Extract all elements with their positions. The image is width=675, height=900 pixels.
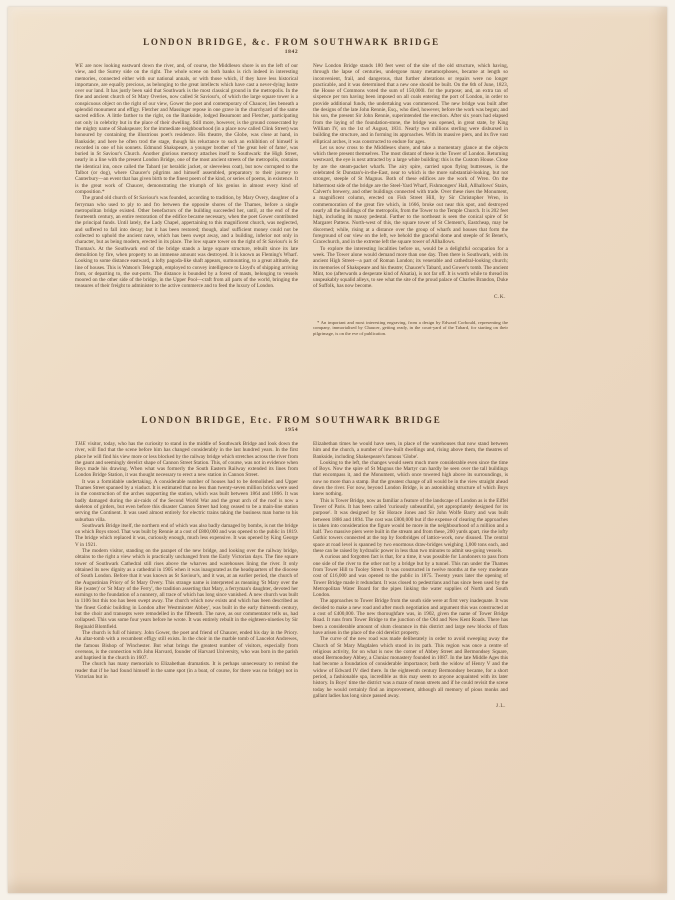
paragraph-group [313,441,508,699]
paragraph-group [75,195,298,289]
section-1842-left-column [75,63,298,290]
section-1842-right-column [313,63,508,336]
paragraph: The approaches to Tower Bridge from the south side were at first very inadequate. It was decided to make a new road and after much negotiation and argument this was constructed at a cost of £400,000. The new thoroughfare was, in 1902, given the name of Tower Bridge Road. It runs from Tower Bridge to the junction of the Old and New Kent Roads. There has been a considerable amount of slum clearance in this district and large new blocks of flats have arisen in the place of the old derelict property. [313,598,508,636]
paragraph: Let us now cross to the Middlesex shore, and take a momentary glance at the objects which there present themselves. The most distant of these is the Tower of London. Returning westward, the eye is next attracted by a large white building: this is the Custom House. Close by are the steam-packet wharfs. The airy spire, carried upon flying buttresses, is the celebrated St Dunstan's-in-the-East, near to which is the more substantial-looking, but not stronger, steeple of St Magnus. Both of these edifices are the work of Wren. On the hithermost side of the bridge are the Steel-Yard Wharf, Fishmongers' Hall, Allhallows' Stairs, Calvert's brewery, and other buildings connected with trade. Over these rises the Monument, a magnificent column, erected on Fish Street Hill, by Sir Christopher Wren, in commemoration of the great fire which, in 1666, broke out near this spot, and destroyed nearly all the buildings of the metropolis, from the Tower to the Temple Church. It is 202 feet high, including its massy pedestal. Farther to the northeast is seen the conical spire of St Margaret Pattens. North-west of this, the square tower of St Clement's, Eastcheap, may be discerned; while, rising at a distance over the group of wharfs and houses that form the foreground of our view on the left, we behold the graceful dome and steeple of St Benet's, Gracechurch, and in the extreme left the square tower of Allhallows. [313,144,508,246]
footnote: * An important and most interesting engraving, from a design by Edward Corbould, representing the company, immortalised by Chaucer, getting ready, in the court-yard of the Tabard, for starting on their pilgrimage, is on the eve of publication. [313,319,508,336]
paragraph: Elizabethan times he would have seen, in place of the warehouses that now stand between him and the church, a number of low-built dwellings and, rising above them, the theatres of Bankside, including Shakespeare's famous 'Globe'. [313,441,508,460]
author-initials: J.L. [495,703,506,710]
paragraph: The church is full of history. John Gower, the poet and friend of Chaucer, ended his day in the Priory. An altar-tomb with a recumbent effigy still exists. In the choir in the marble tomb of Lancelot Andrewes, the famous Bishop of Winchester. But what brings the greatest number of visitors, especially from overseas, is the connection with John Harvard, founder of Harvard University, who was born in the parish and baptised in the church in 1607. [75,629,298,662]
section-1842 [75,37,508,336]
paragraph: The curve of the new road was made deliberately in order to avoid sweeping away the Church of St Mary Magdalen which stood in its path. This region was once a centre of religious activity, for on what is now the corner of Abbey Street and Bermondsey Square, stood Bermondsey Abbey, a Cluniac monastery founded in 1087. In the late Middle Ages this had become a foundation of considerable importance; both the widow of Henry V and the widow of Edward IV died there. In the eighteenth century Bermondsey became, for a short period, a fashionable spa, incredible as this may seem to anyone acquainted with its later history. In Boys' time the district was a maze of mean streets and if he could revisit the scene today he would certainly find an improvement, although all memory of pious monks and gallant ladies has long since passed away. [313,636,508,699]
paragraph: New London Bridge stands 180 feet west of the site of the old structure, which having, through the lapse of centuries, undergone many metamorphoses, became at length so inconvenient, frail, and dangerous, that further alterations or repairs were no longer practicable, and it was determined that a new one should be built. On the 6th of June, 1823, the House of Commons voted the sum of 150,000l. for the purpose; and, an extra tax of sixpence per ton having been imposed on all coals entering the port of London, in order to provide additional funds, the undertaking was commenced. The new bridge was built after the designs of the late John Rennie, Esq., who died, however, before the work was begun; and his son, the present Sir John Rennie, superintended the erection. After six years had elapsed from the laying of the foundation-stone, the bridge was opened, in great state, by King William IV, on the 1st of August, 1831. Nearly two millions sterling were disbursed in building the structure, and in forming its approaches. With its massive piers, and its five vast elliptical arches, it was constructed to endure for ages. [313,63,508,145]
section-1954 [75,415,508,709]
paragraph: The church has many memorials to Elizabethan dramatists. It is perhaps unnecessary to remind the reader that if he had found himself in the same spot (in a boat, of course, for there was no bridge) not in Victorian but in [75,661,298,680]
section-1954-title: LONDON BRIDGE, Etc. FROM SOUTHWARK BRIDGE [141,415,442,425]
opening-paragraph [75,63,298,195]
section-1954-columns [75,441,508,709]
section-1954-left-column [75,441,298,680]
opening-text: are now looking eastward down the river, and, of course, the Middlesex shore is on the left of our view, and the Surrey side on the right. The whole scene on both banks is rich indeed in interesting memories, connected either with our national annals, or with those which, if they have less historical importance, are equally precious, as belonging to the great intellects which have cast a never-dying lustre over our land. It has justly been said that Southwark is the most classical ground in the metropolis. In the fine and ancient church of St Mary Overies, now called St Saviour's, of which the large square tower is a conspicuous object on the right of our view, Gower the poet and contemporary of Chaucer, lies beneath a splendid monument and effigy. Fletcher and Massinger repose in one grave in the churchyard of the same sacred edifice. A little farther to the right, on the Bankside, lodged Beaumont and Fletcher, participating not only in celebrity but in the place of their dwelling. Still more, however, is the ground consecrated by the mighty name of Shakspeare; for the immediate neighbourhood (in a place now called Clink Street) was honoured by containing the illustrious poet's residence. His theatre, the Globe, was close at hand, in Bankside; and here he often trod the stage, though his reluctance to such an exhibition of himself is recorded in one of his sonnets. Edmund Shakspeare, a younger brother of 'the great heir of fame', was buried in St Saviour's Church. Another glorious memory attaches itself to Southwark: the High Street, nearly in a line with the present London Bridge, one of the most ancient streets of the metropolis, contains the identical inn, once called the Tabard (or heraldic jacket, or sleeveless coat), but now corrupted to the Talbot (or dog), where Chaucer's pilgrims and himself assembled, preparatory to their journey to Canterbury—an event that has given birth to the finest poem of the kind, or series of poems, in existence. It is the great work of Chaucer, demonstrating the triumph of his genius in almost every kind of composition.* [75,63,299,195]
opening-text: visitor, today, who has the curiosity to stand in the middle of Southwark Bridge and look down the river, will find that the scene before him has changed considerably in the last hundred years. In the first place he will find his view more or less blocked by the railway bridge which stretches across the river from the gaunt and seemingly derelict shape of Cannon Street Station. This, of course, was not in evidence when Boys made his drawing. When what was formerly the South Eastern Railway extended its lines from London Bridge Station, it was thought necessary to erect a new station in Cannon Street. [75,441,299,479]
paragraph: The grand old church of St Saviour's was founded, according to tradition, by Mary Overy, daughter of a ferryman who used to ply to and fro between the opposite shores of the Thames, before a single metropolitan bridge existed. Other benefactors of the building succeeded her, until, at the end of the fourteenth century, an entire restoration of the edifice became necessary, when the poet Gower contributed the principal funds. Until lately, the Lady Chapel, appertaining to this magnificent church, was neglected, and suffered to fall into decay; but it has been restored; though, alas! sufficient money could not be collected to uphold the ancient nave, which has been swept away, and a building, inferior not only in character, but as being modern, erected in its place. The low square tower on the right of St Saviour's is St Thomas's. At the Southwark end of the bridge stands a large square structure, rebuilt since its late demolition by fire, when property to an immense amount was destroyed. It is known as Fleming's Wharf. Looking to some distance eastward, a lofty pagoda-like shaft appears, surmounting, to a great altitude, the line of houses. This is Watson's Telegraph, employed to convey intelligence to Lloyd's of shipping arriving from, or departing to, the out-ports. The distance is bounded by a forest of masts, belonging to vessels moored on the other side of the bridge, in the Upper Pool—craft from all parts of the world, bringing the treasures of their freight to administer to the active commerce and to feed the luxury of London. [75,195,298,290]
paragraph-group [75,479,298,681]
lead-word: WE [75,63,84,69]
book-page [8,7,667,893]
lead-word: THE [75,441,86,447]
paragraph: Looking to the left, the changes would seem much more considerable even since the time of Boys. Now the spire of St Magnus the Martyr can hardly be seen over the tall buildings that encompass it, and the Monument, which once towered high above its surroundings, is now no more than a stamp. But the greatest change of all would be in the view straight ahead down the river. For now, beyond London Bridge, is an astonishing structure of which Boys knew nothing. [313,459,508,498]
section-1954-right-column [313,441,508,709]
paragraph: A curious and forgotten fact is that, for a time, it was possible for Londoners to pass from one side of the river to the other not by a bridge but by a tunnel. This ran under the Thames from Tower Hill to Tooley Street. It was constructed in twelve months at the very moderate cost of £16,000 and was opened to the public in 1875. Twenty years later the opening of Tower Bridge made it redundant. It was closed to pedestrians and has since been used by the Metropolitan Water Board for the pipes linking the water supplies of North and South London. [313,554,508,599]
paragraph: The modern visitor, standing on the parapet of the new bridge, and looking over the railway bridge, obtains to the right a view which is practically unchanged from the Early Victorian days. The fine square tower of Southwark Cathedral still rises above the wharves and warehouses lining the river. It only obtained its new dignity as a cathedral in 1905 when it was inaugurated as the headquarters of the diocese of South London. Before that it was known as St Saviour's, and it was, at an earlier period, the church of the Augustinian Priory of St Mary Overy. This strange name is interpreted as meaning 'St Mary over the Rie (water)' or 'St Mary of the Ferry', the tradition asserting that Mary, a ferryman's daughter, devoted her earnings to the foundation of a nunnery, all trace of which has long since vanished. A new church was built in 1106 but this too has been swept away. The church which now exists and which has been described as 'the finest Gothic building in London after Westminster Abbey', was built in the early thirteenth century, but the choir and transepts were remodelled in the fifteenth. The nave, as our commentator tells us, had collapsed. This was some four years before he wrote. It was entirely rebuilt in the eighteen-nineties by Sir Reginald Blomfield. [75,548,298,630]
paragraph-group [313,63,508,290]
paragraph: Southwark Bridge itself, the northern end of which was also badly damaged by bombs, is not the bridge on which Boys stood. That was built by Rennie at a cost of £800,000 and was opened to the public in 1819. The bridge which replaced it was, curiously enough, much less expensive. It was opened by King George V in 1921. [75,522,298,548]
opening-paragraph [75,441,298,479]
paragraph: It was a formidable undertaking. A considerable number of houses had to be demolished and Upper Thames Street spanned by a viaduct. It is estimated that no less than twenty-seven million bricks were used in the construction of the arches supporting the station, which was built between 1864 and 1866. It was badly damaged during the air-raids of the Second World War and the great arch of the roof is now a skeleton of girders, but even before this disaster Cannon Street had long ceased to be a main-line station serving the Continent. It was used almost entirely for electric trains taking the business man home to his suburban villa. [75,478,298,523]
section-1842-date: 1842 [284,49,299,55]
section-1842-title: LONDON BRIDGE, &c. FROM SOUTHWARK BRIDGE [143,37,440,47]
paragraph: To explore the interesting localities before us, would be a delightful occupation for a week. The Tower alone would demand more than one day. Then there is Southwark, with its ancient High Street—a part of Roman London; its venerable and cathedral-looking church; its memories of Shakspeare and his theatre; Chaucer's Tabard, and Gower's tomb. The ancient Mint, too (afterwards a desperate kind of Alsatia), is not far off. It is worth while to thread its unspeakably squalid alleys, to see what the site of the proud palace of Charles Brandon, Duke of Suffolk, has now become. [313,245,508,290]
section-1954-date: 1954 [284,427,299,433]
author-initials: C.K. [493,293,506,300]
paragraph: This is Tower Bridge, now as familiar a feature of the landscape of London as is the Eiffel Tower of Paris. It has been called 'curiously unbeautiful, yet appropriately designed for its purpose'. It was designed by Sir Horace Jones and Sir John Wolfe Barry and was built between 1886 and 1894. The cost was £800,000 but if the expense of clearing the approaches is taken into consideration the figure would be more in the neighbourhood of a million and a half. Two massive piers were built in the stream and from these, 200 yards apart, rise the lofty Gothic towers connected at the top by footbridges of lattice-work, now disused. The central space at road level is spanned by two enormous draw-bridges weighing 1,000 tons each, and these can be raised by hydraulic power in less than two minutes to admit sea-going vessels. [313,497,508,555]
section-1842-columns [75,63,508,336]
